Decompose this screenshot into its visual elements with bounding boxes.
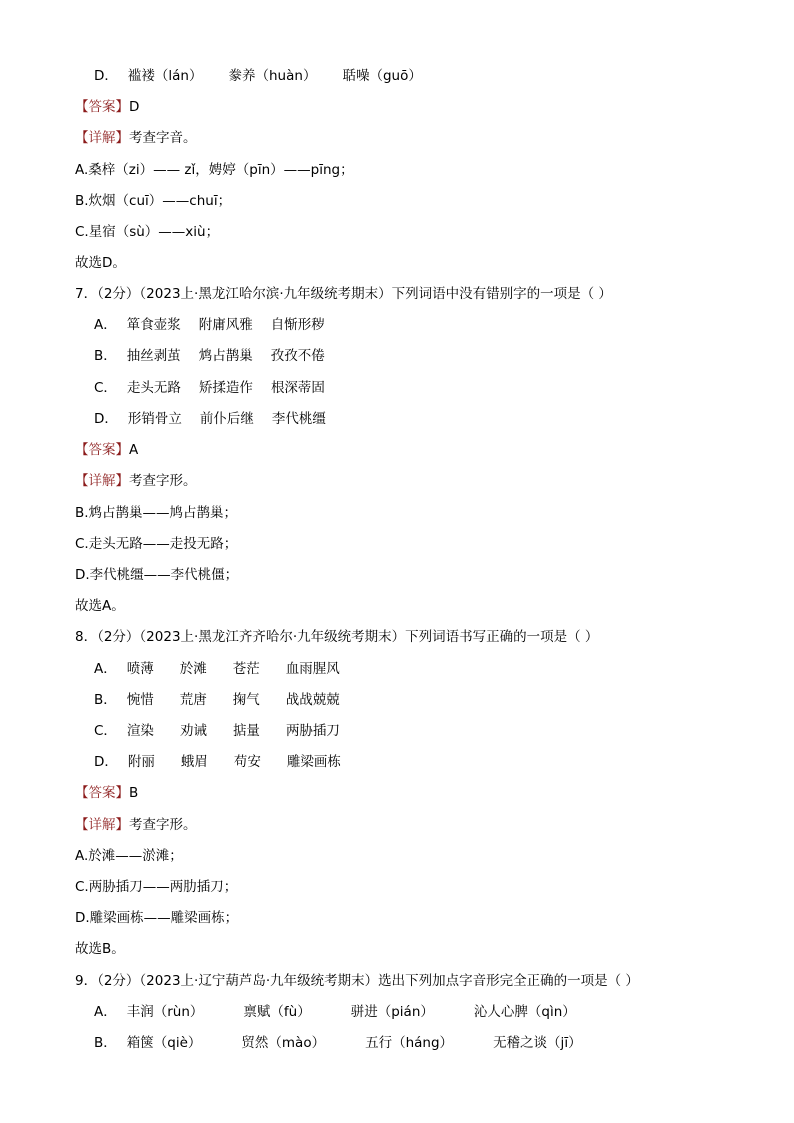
explanation-line: A.於滩——淤滩；: [75, 848, 183, 864]
conclusion-line: 故选D。: [75, 255, 126, 271]
answer-value: A: [129, 442, 139, 458]
conclusion-line: 故选A。: [75, 598, 125, 614]
answer-tag: 【答案】: [75, 785, 129, 801]
option-label: B．: [94, 692, 117, 708]
option-item: 沁人心脾（qìn）: [473, 1004, 576, 1020]
option-c: [94, 379, 325, 397]
option-item: 苟安: [233, 754, 261, 770]
answer-tag: 【答案】: [75, 99, 129, 115]
option-item: 自惭形秽: [270, 317, 325, 333]
option-item: 根深蒂固: [270, 380, 325, 396]
option-b: [94, 691, 340, 709]
answer-value: B: [129, 785, 139, 801]
option-item: 惋惜: [126, 692, 154, 708]
option-item: 孜孜不倦: [270, 348, 325, 364]
option-item: 雕梁画栋: [286, 754, 341, 770]
option-item: 骈进（pián）: [350, 1004, 434, 1020]
option-label: B．: [94, 1035, 117, 1051]
option-a: [94, 316, 325, 334]
option-item: 褴褛（lán）: [127, 68, 203, 84]
option-b: [94, 347, 325, 365]
option-item: 丰润（rùn）: [126, 1004, 204, 1020]
conclusion-line: 故选B。: [75, 941, 125, 957]
option-item: 蛾眉: [180, 754, 208, 770]
option-label: D．: [94, 754, 118, 770]
option-label: A．: [94, 317, 117, 333]
option-d: [94, 753, 341, 771]
option-item: 掬气: [232, 692, 260, 708]
explanation-line: D.雕梁画栋——雕梁画栋；: [75, 910, 239, 926]
option-item: 附丽: [127, 754, 155, 770]
option-label: B．: [94, 348, 117, 364]
option-label: C．: [94, 723, 117, 739]
option-b: [94, 1034, 582, 1052]
option-d: [94, 67, 422, 85]
option-label: A．: [94, 661, 117, 677]
option-item: 聒噪（guō）: [342, 68, 422, 84]
option-item: 形销骨立: [127, 411, 182, 427]
option-label: C．: [94, 380, 117, 396]
option-item: 箱箧（qiè）: [126, 1035, 202, 1051]
answer-tag: 【答案】: [75, 442, 129, 458]
detail-text: 考查字音。: [129, 130, 197, 146]
detail-line: [75, 129, 197, 147]
option-item: 豢养（huàn）: [228, 68, 317, 84]
option-item: 苍茫: [232, 661, 260, 677]
option-c: [94, 722, 340, 740]
option-item: 血雨腥风: [285, 661, 340, 677]
option-item: 附庸风雅: [198, 317, 253, 333]
option-item: 渲染: [126, 723, 154, 739]
explanation-line: D.李代桃缰——李代桃僵；: [75, 567, 239, 583]
explanation-line: A.桑梓（zi）—— zǐ，娉婷（pīn）——pīng；: [75, 162, 354, 178]
question-stem: 9．（2分）（2023上·辽宁葫芦岛·九年级统考期末）选出下列加点字音形完全正确的一项是（ ）: [75, 973, 639, 989]
explanation-line: B.炊烟（cuī）——chuī；: [75, 193, 232, 209]
detail-text: 考查字形。: [129, 817, 197, 833]
answer-line: [75, 784, 138, 802]
option-item: 战战兢兢: [285, 692, 340, 708]
detail-line: [75, 472, 197, 490]
option-item: 五行（háng）: [365, 1035, 454, 1051]
explanation-line: C.两胁插刀——两肋插刀；: [75, 879, 238, 895]
option-item: 劝诫: [179, 723, 207, 739]
option-a: [94, 660, 340, 678]
detail-tag: 【详解】: [75, 473, 129, 489]
option-a: [94, 1003, 576, 1021]
question-stem: 7．（2分）（2023上·黑龙江哈尔滨·九年级统考期末）下列词语中没有错别字的一项是（ ）: [75, 286, 612, 302]
option-item: 李代桃缰: [271, 411, 326, 427]
option-item: 箪食壶浆: [126, 317, 181, 333]
question-stem: 8．（2分）（2023上·黑龙江齐齐哈尔·九年级统考期末）下列词语书写正确的一项是（ ）: [75, 629, 599, 645]
option-item: 鸩占鹊巢: [198, 348, 253, 364]
explanation-line: C.走头无路——走投无路；: [75, 536, 238, 552]
explanation-line: B.鸩占鹊巢——鸠占鹊巢；: [75, 505, 238, 521]
option-item: 走头无路: [126, 380, 181, 396]
option-item: 喷薄: [126, 661, 154, 677]
option-label: A．: [94, 1004, 117, 1020]
option-d: [94, 410, 326, 428]
answer-line: [75, 98, 139, 116]
detail-tag: 【详解】: [75, 817, 129, 833]
option-item: 贸然（mào）: [241, 1035, 326, 1051]
explanation-line: C.星宿（sù）——xiù；: [75, 224, 220, 240]
answer-value: D: [129, 99, 140, 115]
option-item: 两胁插刀: [285, 723, 340, 739]
option-item: 无稽之谈（jī）: [493, 1035, 582, 1051]
option-item: 於滩: [179, 661, 207, 677]
option-label: D．: [94, 411, 118, 427]
detail-text: 考查字形。: [129, 473, 197, 489]
option-item: 抽丝剥茧: [126, 348, 181, 364]
option-item: 禀赋（fù）: [243, 1004, 311, 1020]
detail-tag: 【详解】: [75, 130, 129, 146]
option-item: 掂量: [232, 723, 260, 739]
option-item: 矫揉造作: [198, 380, 253, 396]
option-label: D．: [94, 68, 118, 84]
option-item: 前仆后继: [199, 411, 254, 427]
answer-line: [75, 441, 138, 459]
detail-line: [75, 816, 197, 834]
option-item: 荒唐: [179, 692, 207, 708]
